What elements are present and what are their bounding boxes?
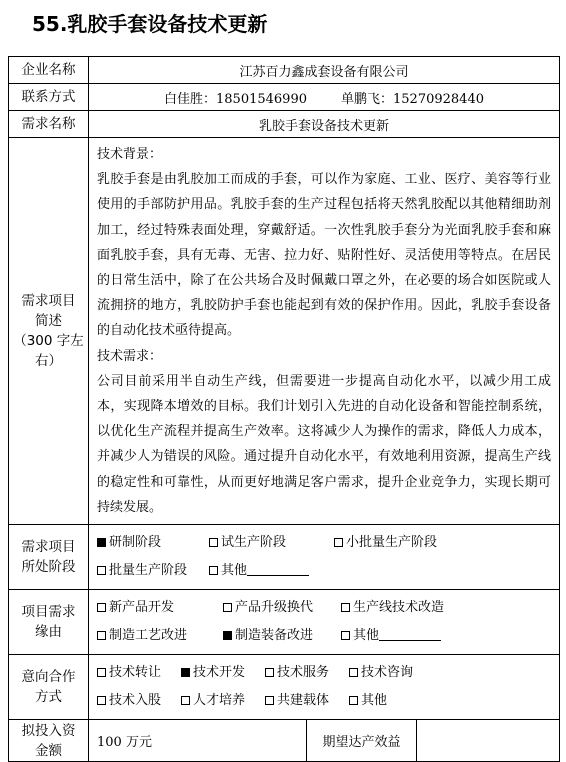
checkbox-icon (334, 538, 343, 547)
reason-option-4[interactable]: 制造工艺改进 (97, 622, 223, 650)
benefit-label: 期望达产效益 (307, 720, 417, 762)
stage-option-4[interactable]: 批量生产阶段 (97, 557, 209, 585)
reason-label: 项目需求 缘由 (9, 590, 89, 655)
coop-option-1[interactable]: 技术转让 (97, 659, 181, 687)
coop-option-3[interactable]: 技术服务 (265, 659, 349, 687)
reason-option-3[interactable]: 生产线技术改造 (341, 594, 444, 622)
cooperation-label: 意向合作 方式 (9, 655, 89, 720)
checkbox-icon (209, 566, 218, 575)
checkbox-icon (181, 696, 190, 705)
benefit-value[interactable] (417, 720, 560, 762)
coop-option-5[interactable]: 技术入股 (97, 687, 181, 715)
company-row (9, 57, 560, 84)
page-title: 55.乳胶手套设备技术更新 (32, 12, 268, 36)
reason-row (9, 590, 560, 655)
contact-row (9, 84, 560, 111)
summary-label: 需求项目 简述 （300 字左 右） (9, 138, 89, 525)
coop-option-8[interactable]: 其他 (349, 687, 387, 715)
cooperation-row (9, 655, 560, 720)
checkbox-icon (341, 631, 350, 640)
contact-value (89, 84, 560, 111)
reason-option-1[interactable]: 新产品开发 (97, 594, 223, 622)
requirement-text: 公司目前采用半自动生产线，但需要进一步提高自动化水平，以减少用工成本，实现降本增效的目标。我们计划引入先进的自动化设备和智能控制系统，以优化生产流程并提高生产效率。这将减少人为操作的需求，降低人力成本，并减少人为错误的风险。通过提升自动化水平，有效地利用资源，提高生产线的稳定性和可靠性，从而更好地满足客户需求，提升企业竞争力，实现长期可持续发展。 (97, 373, 551, 515)
company-label: 企业名称 (9, 57, 89, 84)
investment-value: 100 万元 (89, 720, 307, 762)
checkbox-icon (97, 566, 106, 575)
checkbox-checked-icon (223, 631, 232, 640)
checkbox-icon (97, 603, 106, 612)
company-value: 江苏百力鑫成套设备有限公司 (89, 57, 560, 84)
demand-name-row (9, 111, 560, 138)
stage-option-2[interactable]: 试生产阶段 (209, 529, 334, 557)
background-text: 乳胶手套是由乳胶加工而成的手套，可以作为家庭、工业、医疗、美容等行业使用的手部防护用品。乳胶手套的生产过程包括将天然乳胶配以其他精细助剂加工，经过特殊表面处理，穿戴舒适。一次性乳胶手套分为光面乳胶手套和麻面乳胶手套，具有无毒、无害、拉力好、贴附性好、灵活使用等特点。在居民的日常生活中，除了在公共场合及时佩戴口罩之外，在必要的场合如医院或人流拥挤的地方，乳胶防护手套也能起到有效的保护作用。因此，乳胶手套设备的自动化技术亟待提高。 (97, 172, 551, 339)
coop-option-2[interactable]: 技术开发 (181, 659, 265, 687)
summary-row (9, 138, 560, 525)
checkbox-checked-icon (181, 668, 190, 677)
checkbox-icon (341, 603, 350, 612)
stage-option-3[interactable]: 小批量生产阶段 (334, 529, 437, 557)
summary-text (89, 138, 560, 525)
stage-options (89, 525, 560, 590)
checkbox-icon (97, 631, 106, 640)
demand-name-label: 需求名称 (9, 111, 89, 138)
checkbox-icon (349, 696, 358, 705)
stage-option-5[interactable]: 其他 (209, 557, 309, 585)
checkbox-checked-icon (97, 538, 106, 547)
cooperation-options (89, 655, 560, 720)
coop-option-7[interactable]: 共建载体 (265, 687, 349, 715)
demand-form-table (8, 56, 560, 762)
reason-option-5[interactable]: 制造装备改进 (223, 622, 341, 650)
requirement-title: 技术需求： (97, 348, 163, 364)
coop-option-4[interactable]: 技术咨询 (349, 659, 413, 687)
checkbox-icon (265, 696, 274, 705)
contact-person-1: 白佳胜：18501546990 (164, 91, 307, 107)
reason-option-2[interactable]: 产品升级换代 (223, 594, 341, 622)
other-blank[interactable] (247, 563, 309, 576)
background-title: 技术背景： (97, 147, 163, 162)
checkbox-icon (349, 668, 358, 677)
checkbox-icon (97, 696, 106, 705)
stage-label: 需求项目 所处阶段 (9, 525, 89, 590)
investment-row (9, 720, 560, 762)
checkbox-icon (223, 603, 232, 612)
stage-option-1[interactable]: 研制阶段 (97, 529, 209, 557)
reason-option-6[interactable]: 其他 (341, 622, 441, 650)
contact-person-2: 单鹏飞：15270928440 (341, 91, 484, 107)
reason-options (89, 590, 560, 655)
checkbox-icon (265, 668, 274, 677)
checkbox-icon (209, 538, 218, 547)
contact-label: 联系方式 (9, 84, 89, 111)
checkbox-icon (97, 668, 106, 677)
other-blank[interactable] (379, 628, 441, 641)
demand-name-value: 乳胶手套设备技术更新 (89, 111, 560, 138)
investment-label: 拟投入资 金额 (9, 720, 89, 762)
coop-option-6[interactable]: 人才培养 (181, 687, 265, 715)
stage-row (9, 525, 560, 590)
